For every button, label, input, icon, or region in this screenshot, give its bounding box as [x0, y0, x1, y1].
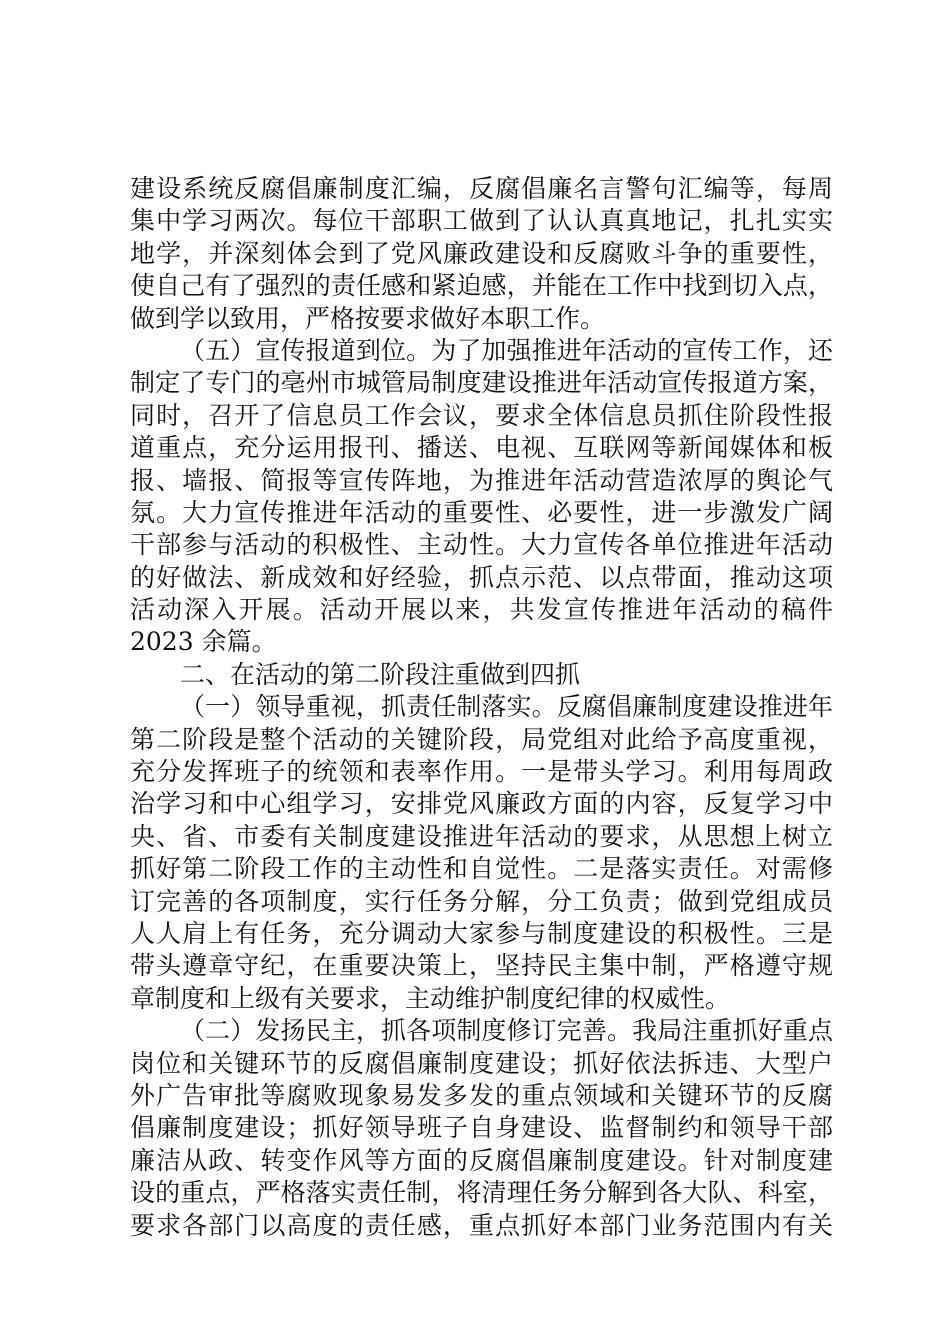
text-line: 建设系统反腐倡廉制度汇编，反腐倡廉名言警句汇编等，每周: [130, 174, 833, 203]
text-line: 要求各部门以高度的责任感，重点抓好本部门业务范围内有关: [130, 1210, 833, 1240]
text-line: 同时，召开了信息员工作会议，要求全体信息员抓住阶段性报: [130, 400, 833, 430]
text-line: 活动深入开展。活动开展以来，共发宣传推进年活动的稿件: [130, 595, 833, 625]
text-line: 带头遵章守纪，在重要决策上，坚持民主集中制，严格遵守规: [130, 951, 833, 981]
text-line: 使自己有了强烈的责任感和紧迫感，并能在工作中找到切入点，: [130, 271, 833, 301]
text-line: （二）发扬民主，抓各项制度修订完善。我局注重抓好重点: [180, 1016, 833, 1046]
document-body: [130, 173, 833, 1242]
text-line: 的好做法、新成效和好经验，抓点示范、以点带面，推动这项: [130, 562, 833, 592]
text-line: 人人肩上有任务，充分调动大家参与制度建设的积极性。三是: [130, 918, 833, 948]
text-line: 廉洁从政、转变作风等方面的反腐倡廉制度建设。针对制度建: [130, 1145, 833, 1175]
text-line: 抓好第二阶段工作的主动性和自觉性。二是落实责任。对需修: [130, 854, 833, 884]
text-line: 岗位和关键环节的反腐倡廉制度建设；抓好依法拆违、大型户: [130, 1048, 833, 1078]
text-line: 央、省、市委有关制度建设推进年活动的要求，从思想上树立: [130, 821, 833, 851]
text-line: 干部参与活动的积极性、主动性。大力宣传各单位推进年活动: [130, 530, 833, 560]
text-line: 充分发挥班子的统领和表率作用。一是带头学习。利用每周政: [130, 757, 833, 787]
text-line: 制定了专门的亳州市城管局制度建设推进年活动宣传报道方案，: [130, 368, 833, 398]
text-line: 做到学以致用，严格按要求做好本职工作。: [130, 303, 606, 333]
text-line: 倡廉制度建设；抓好领导班子自身建设、监督制约和领导干部: [130, 1113, 833, 1143]
text-line: 地学，并深刻体会到了党风廉政建设和反腐败斗争的重要性，: [130, 238, 833, 268]
text-line: 氛。大力宣传推进年活动的重要性、必要性，进一步激发广阔: [130, 497, 833, 527]
text-line: 第二阶段是整个活动的关键阶段，局党组对此给予高度重视，: [130, 724, 833, 754]
text-line: 报、墙报、简报等宣传阵地，为推进年活动营造浓厚的舆论气: [130, 465, 833, 495]
text-line: （一）领导重视，抓责任制落实。反腐倡廉制度建设推进年: [180, 692, 833, 722]
text-line: 设的重点，严格落实责任制，将清理任务分解到各大队、科室，: [130, 1178, 833, 1208]
text-line: 道重点，充分运用报刊、播送、电视、互联网等新闻媒体和板: [130, 433, 833, 463]
text-line: 章制度和上级有关要求，主动维护制度纪律的权威性。: [130, 983, 731, 1013]
text-line: 集中学习两次。每位干部职工做到了认认真真地记，扎扎实实: [130, 206, 833, 236]
text-line: （五）宣传报道到位。为了加强推进年活动的宣传工作，还: [180, 335, 833, 365]
text-line: 二、在活动的第二阶段注重做到四抓: [180, 659, 581, 689]
text-line: 订完善的各项制度，实行任务分解，分工负责；做到党组成员: [130, 886, 833, 916]
text-line: 治学习和中心组学习，安排党风廉政方面的内容，反复学习中: [130, 789, 833, 819]
text-line: 外广告审批等腐败现象易发多发的重点领域和关键环节的反腐: [130, 1080, 833, 1110]
text-line: 2023 余篇。: [130, 627, 277, 657]
